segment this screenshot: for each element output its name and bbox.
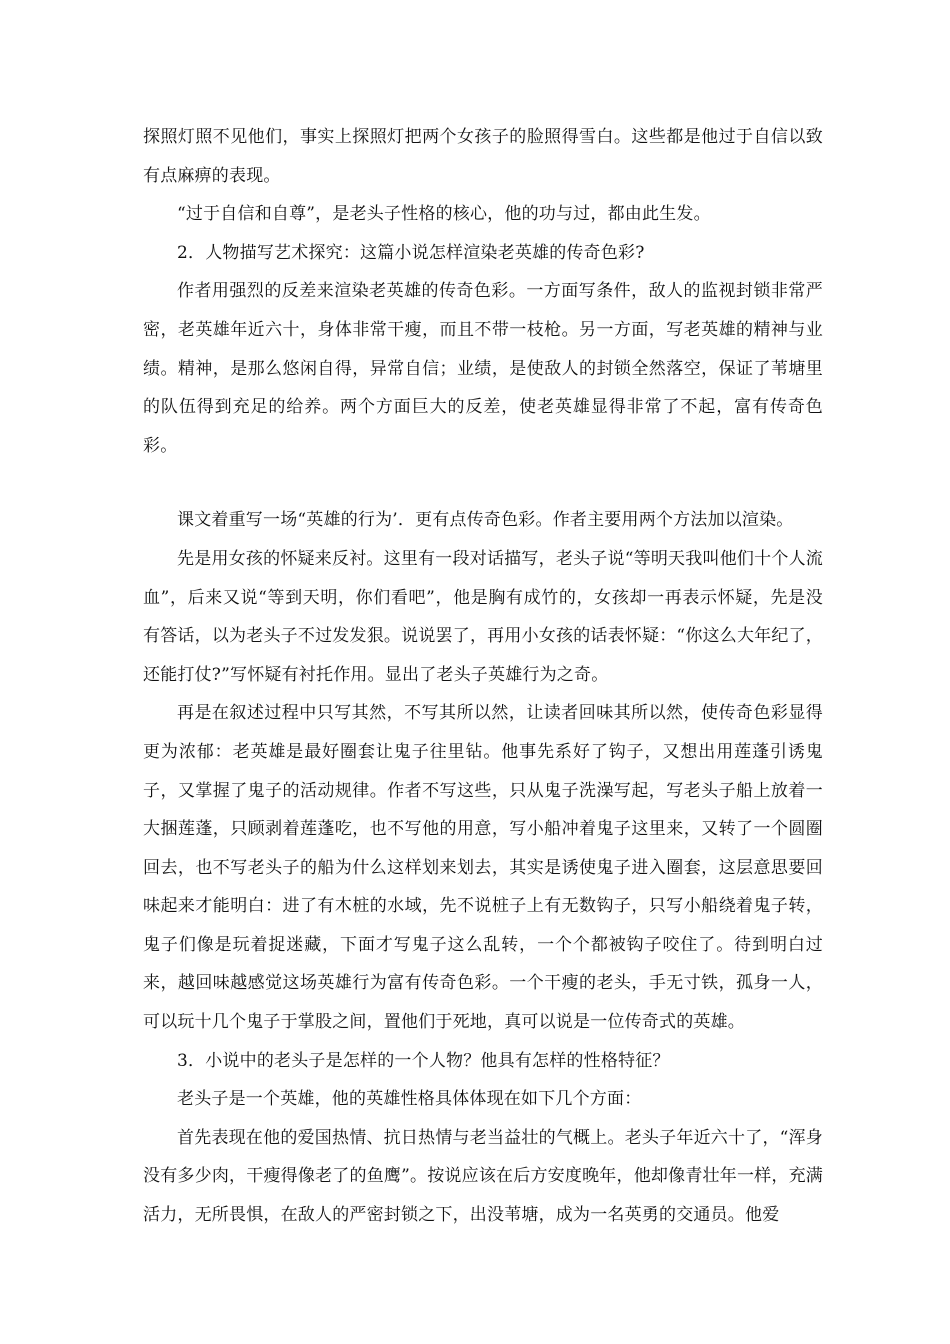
paragraph-5: 课文着重写一场“英雄的行为’．更有点传奇色彩。作者主要用两个方法加以渲染。 (177, 510, 794, 531)
question-2-heading: 2．人物描写艺术探究：这篇小说怎样渲染老英雄的传奇色彩? (177, 242, 645, 263)
paragraph-7: 再是在叙述过程中只写其然，不写其所以然，让读者回味其所以然，使传奇色彩显得更为浓郁：老英雄是最好圈套让鬼子往里钻。他事先系好了钩子，又想出用莲蓬引诱鬼子，又掌握了鬼子的活动规律。作者不写这些，只从鬼子洗澡写起，写老头子船上放着一大捆莲蓬，只顾剥着莲蓬吃，也不写他的用意，写小船冲着鬼子这里来，又转了一个圆圈回去，也不写老头子的船为什么这样划来划去，其实是诱使鬼子进入圈套，这层意思要回味起来才能明白：进了有木桩的水域，先不说桩子上有无数钩子，只写小船绕着鬼子转，鬼子们像是玩着捉迷藏，下面才写鬼子这么乱转，一个个都被钩子咬住了。待到明白过来，越回味越感觉这场英雄行为富有传奇色彩。一个干瘦的老头，手无寸铁，孤身一人，可以玩十几个鬼子于掌股之间，置他们于死地，真可以说是一位传奇式的英雄。 (143, 703, 823, 1033)
paragraph-10: 首先表现在他的爱国热情、抗日热情与老当益壮的气概上。老头子年近六十了，“浑身没有多少肉，干瘦得像老了的鱼鹰”。按说应该在后方安度晚年，他却像青壮年一样，充满活力，无所畏惧，在敌人的严密封锁之下，出没苇塘，成为一名英勇的交通员。他爱 (143, 1127, 823, 1226)
paragraph-9: 老头子是一个英雄，他的英雄性格具体体现在如下几个方面： (177, 1089, 642, 1110)
paragraph-4: 作者用强烈的反差来渲染老英雄的传奇色彩。一方面写条件，敌人的监视封锁非常严密，老英雄年近六十，身体非常干瘦，而且不带一枝枪。另一方面，写老英雄的精神与业绩。精神，是那么悠闲自得，异常自信；业绩，是使敌人的封锁全然落空，保证了苇塘里的队伍得到充足的给养。两个方面巨大的反差，使老英雄显得非常了不起，富有传奇色彩。 (143, 281, 823, 456)
paragraph-1: 探照灯照不见他们，事实上探照灯把两个女孩子的脸照得雪白。这些都是他过于自信以致有点麻痹的表现。 (143, 127, 823, 186)
document-body (143, 118, 823, 1235)
question-3-heading: 3．小说中的老头子是怎样的一个人物？他具有怎样的性格特征？ (177, 1050, 670, 1071)
paragraph-6: 先是用女孩的怀疑来反衬。这里有一段对话描写，老头子说“等明天我叫他们十个人流血”，后来又说“等到天明，你们看吧”，他是胸有成竹的，女孩却一再表示怀疑，先是没有答话，以为老头子不过发发狠。说说罢了，再用小女孩的话表怀疑：“你这么大年纪了，还能打仗?”写怀疑有衬托作用。显出了老头子英雄行为之奇。 (143, 548, 823, 685)
paragraph-2: “过于自信和自尊”，是老头子性格的核心，他的功与过，都由此生发。 (177, 204, 711, 225)
